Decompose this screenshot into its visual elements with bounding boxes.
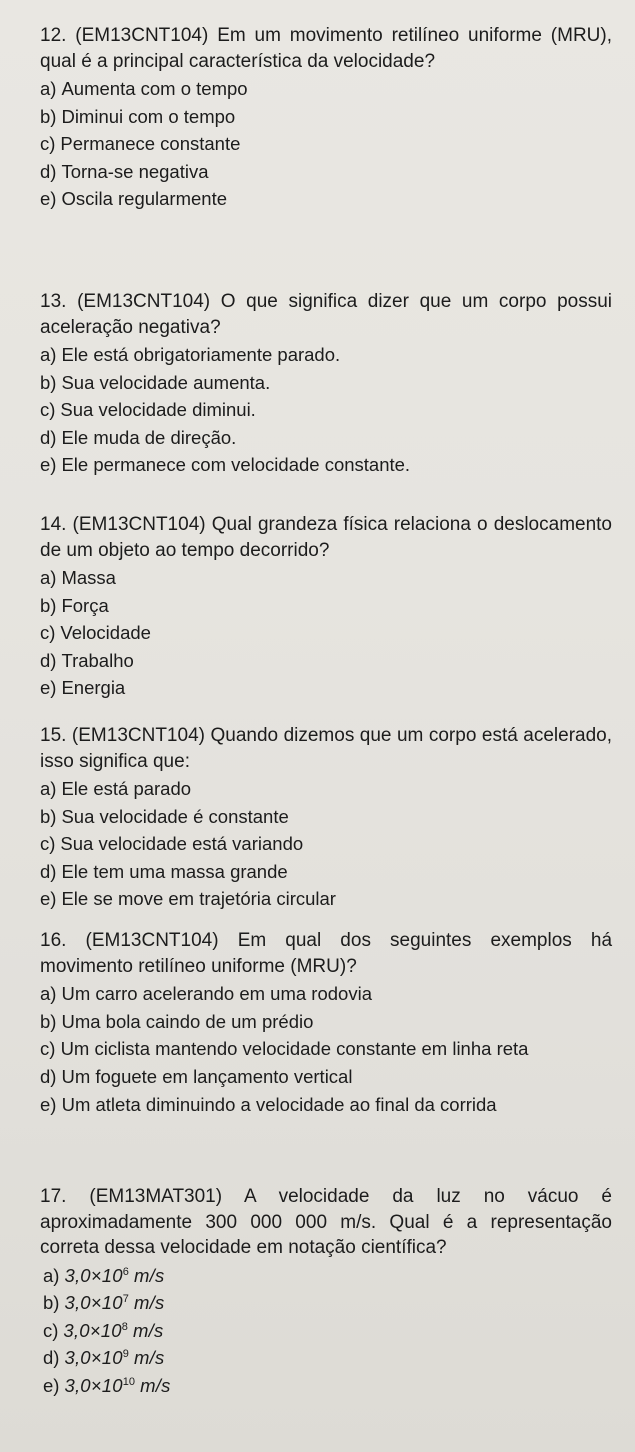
question-12: [40, 23, 612, 213]
option-c: c) Permanece constante: [40, 133, 241, 154]
option-d: d) Ele tem uma massa grande: [40, 860, 288, 882]
option-a: a) Ele está parado: [40, 778, 192, 799]
question-17: [40, 1184, 612, 1399]
option-d: d) Trabalho: [40, 649, 134, 671]
option-a: a) Um carro acelerando em uma rodovia: [40, 983, 372, 1004]
question-stem: 15. (EM13CNT104) Quando dizemos que um corpo está acelerado, isso significa que:: [40, 725, 613, 772]
question-stem: 12. (EM13CNT104) Em um movimento retilíneo uniforme (MRU), qual é a principal característica da velocidade?: [40, 25, 612, 72]
option-c: c) Sua velocidade diminui.: [40, 399, 256, 420]
question-stem: 17. (EM13MAT301) A velocidade da luz no vácuo é aproximadamente 300 000 000 m/s. Qual é a representação correta dessa velocidade em notação científica?: [40, 1186, 613, 1258]
option-e: e) Ele permanece com velocidade constante.: [40, 454, 411, 475]
option-a: a) $3,0\times 10^6$ m/s: [43, 1264, 165, 1286]
option-b: b) $3,0\times 10^7$ m/s: [43, 1292, 165, 1313]
option-b: b) Diminui com o tempo: [40, 105, 236, 127]
question-stem: 16. (EM13CNT104) Em qual dos seguintes exemplos há movimento retilíneo uniforme (MRU)?: [40, 930, 613, 977]
option-a: a) Ele está obrigatoriamente parado.: [40, 344, 341, 365]
question-14: [40, 512, 612, 702]
option-b: b) Força: [40, 594, 109, 616]
question-stem: 13. (EM13CNT104) O que significa dizer que um corpo possui aceleração negativa?: [40, 291, 613, 338]
option-b: b) Uma bola caindo de um prédio: [40, 1010, 314, 1032]
option-d: d) $3,0\times 10^9$ m/s: [43, 1347, 165, 1368]
option-c: c) Sua velocidade está variando: [40, 833, 304, 854]
question-16: [40, 928, 612, 1118]
question-13: [40, 289, 612, 479]
option-c: c) Um ciclista mantendo velocidade constante em linha reta: [40, 1038, 529, 1059]
option-b: b) Sua velocidade é constante: [40, 805, 289, 827]
option-d: d) Torna-se negativa: [40, 160, 209, 182]
question-stem: 14. (EM13CNT104) Qual grandeza física relaciona o deslocamento de um objeto ao tempo decorrido?: [40, 514, 612, 561]
option-b: b) Sua velocidade aumenta.: [40, 371, 271, 393]
option-c: c) $3,0\times 10^8$ m/s: [43, 1319, 164, 1341]
option-a: a) Massa: [40, 567, 116, 588]
option-a: a) Aumenta com o tempo: [40, 78, 248, 99]
question-15: [40, 723, 612, 913]
option-e: e) $3,0\times 10^{10}$ m/s: [43, 1374, 171, 1396]
option-d: d) Um foguete em lançamento vertical: [40, 1066, 353, 1087]
option-d: d) Ele muda de direção.: [40, 426, 237, 448]
option-e: e) Um atleta diminuindo a velocidade ao final da corrida: [40, 1093, 497, 1115]
option-e: e) Oscila regularmente: [40, 188, 227, 209]
option-c: c) Velocidade: [40, 622, 151, 643]
option-e: e) Energia: [40, 677, 126, 698]
option-e: e) Ele se move em trajetória circular: [40, 888, 336, 909]
